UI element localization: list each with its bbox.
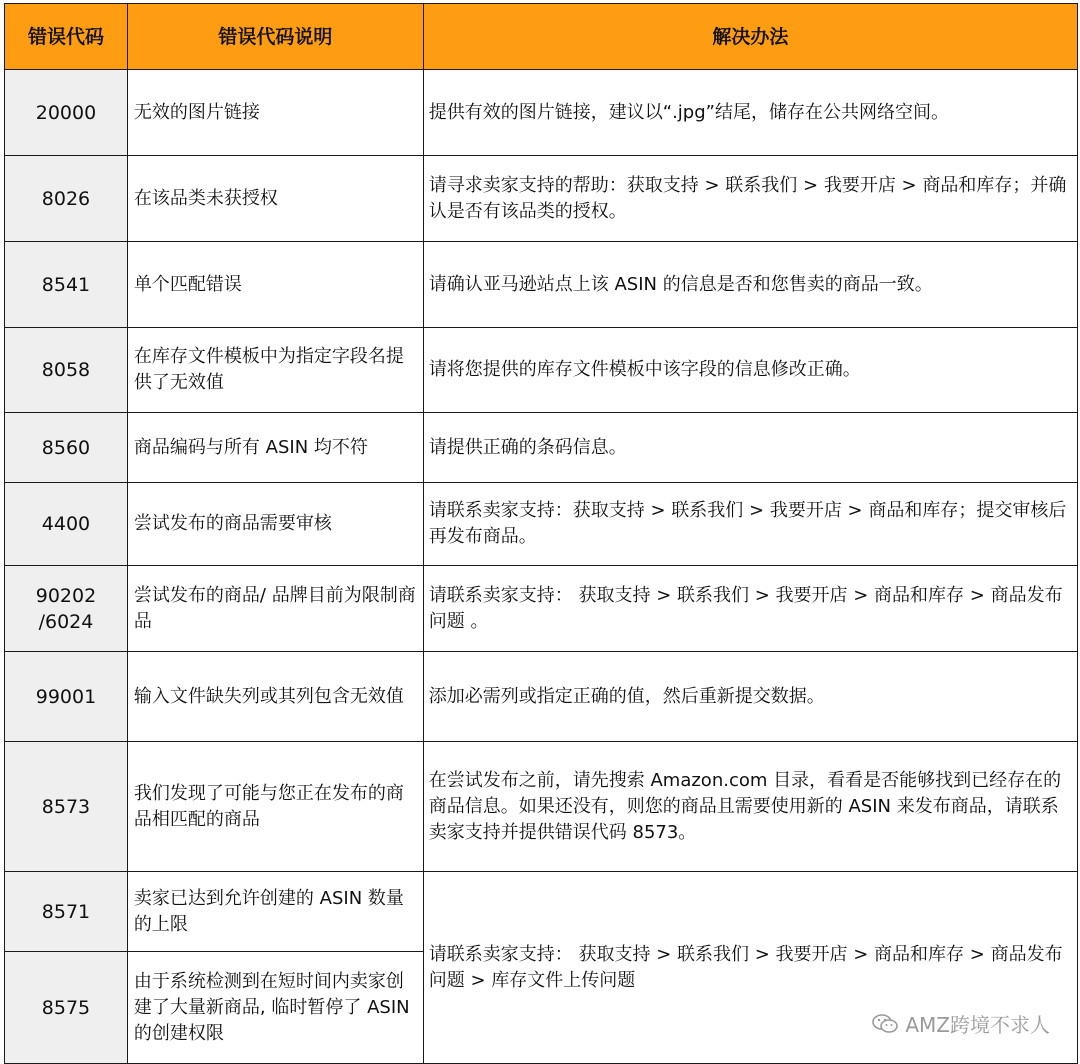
- table-row: [5, 742, 1078, 872]
- header-error-description: 错误代码说明: [127, 4, 423, 70]
- description-cell: 我们发现了可能与您正在发布的商品相匹配的商品: [127, 742, 423, 872]
- error-code-cell: 90202 /6024: [5, 566, 128, 652]
- description-cell: 在库存文件模板中为指定字段名提供了无效值: [127, 328, 423, 413]
- header-error-code: 错误代码: [5, 4, 128, 70]
- solution-cell: 请联系卖家支持：获取支持 > 联系我们 > 我要开店 > 商品和库存；提交审核后再发布商品。: [423, 483, 1077, 566]
- header-solution: 解决办法: [423, 4, 1077, 70]
- solution-cell: 提供有效的图片链接，建议以“.jpg”结尾，储存在公共网络空间。: [423, 70, 1077, 156]
- error-code-cell: 8541: [5, 242, 128, 328]
- description-cell: 在该品类未获授权: [127, 156, 423, 242]
- error-code-cell: 8058: [5, 328, 128, 413]
- table-row: [5, 328, 1078, 413]
- error-code-cell: 8571: [5, 872, 128, 952]
- solution-cell: 请提供正确的条码信息。: [423, 413, 1077, 483]
- error-code-table: [4, 3, 1078, 1064]
- error-code-cell: 8560: [5, 413, 128, 483]
- description-cell: 尝试发布的商品/ 品牌目前为限制商品: [127, 566, 423, 652]
- table-row: [5, 413, 1078, 483]
- description-cell: 卖家已达到允许创建的 ASIN 数量的上限: [127, 872, 423, 952]
- description-cell: 商品编码与所有 ASIN 均不符: [127, 413, 423, 483]
- table-row: [5, 566, 1078, 652]
- description-cell: 尝试发布的商品需要审核: [127, 483, 423, 566]
- merged-solution-cell: 请联系卖家支持： 获取支持 > 联系我们 > 我要开店 > 商品和库存 > 商品发布问题 > 库存文件上传问题: [423, 872, 1077, 1064]
- error-code-cell: 8573: [5, 742, 128, 872]
- watermark: [871, 1009, 1050, 1038]
- error-code-cell: 4400: [5, 483, 128, 566]
- solution-cell: 请寻求卖家支持的帮助：获取支持 > 联系我们 > 我要开店 > 商品和库存；并确认是否有该品类的授权。: [423, 156, 1077, 242]
- error-code-cell: 8026: [5, 156, 128, 242]
- table-row: [5, 483, 1078, 566]
- error-code-cell: 20000: [5, 70, 128, 156]
- table-row: [5, 652, 1078, 742]
- error-code-cell: 99001: [5, 652, 128, 742]
- table-row: [5, 242, 1078, 328]
- table-header-row: [5, 4, 1078, 70]
- watermark-text: AMZ跨境不求人: [905, 1013, 1050, 1037]
- solution-cell: 请确认亚马逊站点上该 ASIN 的信息是否和您售卖的商品一致。: [423, 242, 1077, 328]
- description-cell: 由于系统检测到在短时间内卖家创建了大量新商品, 临时暂停了 ASIN 的创建权限: [127, 952, 423, 1064]
- description-cell: 输入文件缺失列或其列包含无效值: [127, 652, 423, 742]
- solution-cell: 请将您提供的库存文件模板中该字段的信息修改正确。: [423, 328, 1077, 413]
- table-row: [5, 872, 1078, 952]
- table-row: [5, 156, 1078, 242]
- error-code-cell: 8575: [5, 952, 128, 1064]
- solution-cell: 在尝试发布之前，请先搜索 Amazon.com 目录，看看是否能够找到已经存在的商品信息。如果还没有，则您的商品且需要使用新的 ASIN 来发布商品，请联系卖家支持并提供错误代码 8573。: [423, 742, 1077, 872]
- wechat-icon: [871, 1013, 899, 1035]
- solution-cell: 添加必需列或指定正确的值，然后重新提交数据。: [423, 652, 1077, 742]
- description-cell: 无效的图片链接: [127, 70, 423, 156]
- table-row: [5, 70, 1078, 156]
- description-cell: 单个匹配错误: [127, 242, 423, 328]
- solution-cell: 请联系卖家支持： 获取支持 > 联系我们 > 我要开店 > 商品和库存 > 商品发布问题 。: [423, 566, 1077, 652]
